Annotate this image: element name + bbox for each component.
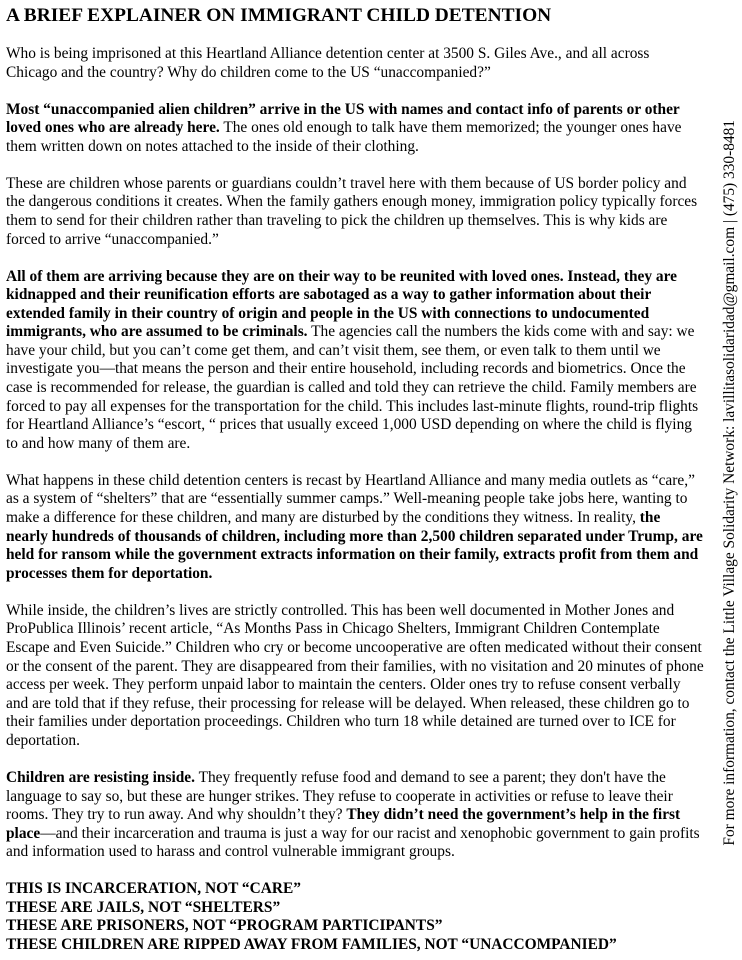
reunification-paragraph [6,268,704,454]
closing-line: THESE ARE JAILS, NOT “SHELTERS” [6,898,281,916]
recast-emphasis: the nearly hundreds of thousands of children, including more than 2,500 children separated under Trump, are held for ransom while the government extracts information on their family, extracts profit from them and processes them for deportation. [6,509,703,582]
arrival-paragraph [6,101,704,157]
intro-text: Who is being imprisoned at this Heartland Alliance detention center at 3500 S. Giles Ave., and all across Chicago and the country? Why do children come to the US “unaccompanied?” [6,45,650,81]
arrival-text: The ones old enough to talk have them memorized; the younger ones have them written down on notes attached to the inside of their clothing. [6,119,682,155]
closing-line: THESE CHILDREN ARE RIPPED AWAY FROM FAMILIES, NOT “UNACCOMPANIED” [6,936,617,954]
conditions-paragraph [6,602,704,751]
arrival-lead: Most “unaccompanied alien children” arrive in the US with names and contact info of parents or other loved ones who are already here. [6,100,680,137]
border-policy-text: These are children whose parents or guardians couldn’t travel here with them because of US border policy and the dangerous conditions it creates. When the family gathers enough money, immigration policy typically forces them to send for their children rather than traveling to pick the children up themselves. This is why kids are forced to arrive “unaccompanied.” [6,174,698,248]
reunification-text: The agencies call the numbers the kids come with and say: we have your child, but you can’t come get them, and can’t visit them, see them, or even talk to them until we investigate you—that means the person and their entire household, including records and biometrics. Once the case is recommended for release, the guardian is called and told they can retrieve the child. Family members are forced to pay all expenses for the transportation for the child. This includes last-minute flights, round-trip flights for Heartland Alliance’s “escort, “ prices that usually exceed 1,000 USD depending on where the child is flying to and how many of them are. [6,323,699,452]
recast-paragraph [6,472,704,584]
intro-paragraph [6,45,704,82]
resistance-emphasis: They didn’t need the government’s help in the first place [6,806,681,842]
border-policy-paragraph [6,175,704,249]
closing-line: THESE ARE PRISONERS, NOT “PROGRAM PARTICIPANTS” [6,917,443,935]
resistance-paragraph [6,769,704,862]
conditions-text: While inside, the children’s lives are strictly controlled. This has been well documented in Mother Jones and ProPublica Illinois’ recent article, “As Months Pass in Chicago Shelters, Immigrant Children Contemplate Escape and Even Suicide.” Children who cry or become uncooperative are often medicated without their consent or the consent of the parent. They are disappeared from their families, with no visitation and 20 minutes of phone access per week. They perform unpaid labor to maintain the centers. Older ones try to refuse consent verbally and are told that if they refuse, their processing for release will be delayed. When released, these children go to their families under deportation proceedings. Children who turn 18 while detained are turned over to ICE for deportation. [6,601,704,749]
resistance-text: They frequently refuse food and demand to see a parent; they don't have the language to say so, but these are hunger strikes. They refuse to cooperate in activities or refuse to leave their rooms. They try to run away. And why shouldn’t they? [6,768,673,824]
recast-text: What happens in these child detention centers is recast by Heartland Alliance and many media outlets as “care,” as a system of “shelters” that are “essentially summer camps.” Well-meaning people take jobs here, wanting to make a difference for these children, and many are disturbed by the conditions they witness. In reality, [6,471,695,527]
resistance-text-end: —and their incarceration and trauma is just a way for our racist and xenophobic government to gain profits and information used to harass and control vulnerable immigrant groups. [6,824,700,861]
reunification-lead: All of them are arriving because they are on their way to be reunited with loved ones. Instead, they are kidnapped and their reunification efforts are sabotaged as a way to gather information about their extended family in their country of origin and people in the US with connections to undocumented immigrants, who are assumed to be criminals. [6,267,678,341]
flyer-body [6,4,704,955]
closing-statements [6,880,704,954]
page-title: A BRIEF EXPLAINER ON IMMIGRANT CHILD DETENTION [6,5,552,26]
contact-info: For more information, contact the Little Village Solidarity Network: lavillitasolidaridad@gmail.com | (475) 330-8481 [721,120,738,846]
resistance-lead: Children are resisting inside. [6,768,195,786]
closing-line: THIS IS INCARCERATION, NOT “CARE” [6,880,301,898]
